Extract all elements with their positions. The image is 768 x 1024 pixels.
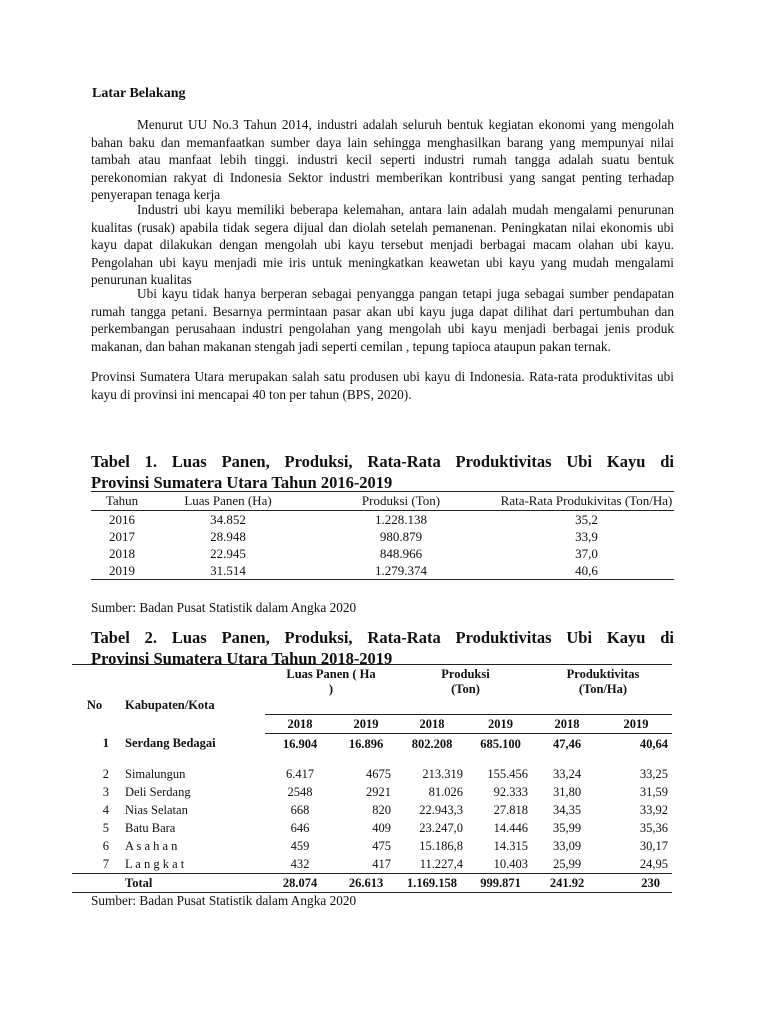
table2-cell: 459 xyxy=(290,839,310,853)
table2-cell: 4675 xyxy=(366,767,391,781)
table2-cell: 685.100 xyxy=(480,736,521,751)
table2-no: 6 xyxy=(102,839,109,853)
table2-total-cell: 230 xyxy=(600,874,672,893)
table-row xyxy=(72,837,672,855)
table-row xyxy=(72,765,672,783)
table2-cell: 33,24 xyxy=(552,767,582,781)
table2-cell: 2921 xyxy=(366,785,391,799)
table-row xyxy=(72,783,672,801)
table2-cell: 475 xyxy=(372,839,391,853)
table2-no: 5 xyxy=(102,821,109,835)
table2-spacer-row xyxy=(72,753,672,765)
table2-year: 2018 xyxy=(397,715,467,734)
table2-cell: 35,36 xyxy=(639,821,668,835)
table2-cell: 23.247,0 xyxy=(419,821,463,835)
table2-cell: 155.456 xyxy=(487,767,528,781)
table1 xyxy=(91,491,674,580)
table-row xyxy=(72,801,672,819)
table2-cell: 47,46 xyxy=(552,736,582,751)
table2-cell: 35,99 xyxy=(552,821,582,835)
table2-header-produktivitas: Produktivitas (Ton/Ha) xyxy=(566,667,640,696)
table2-cell: 213.319 xyxy=(422,767,463,781)
table2-caption xyxy=(91,627,674,669)
table2-cell: 646 xyxy=(290,821,310,835)
table2-cell: 92.333 xyxy=(493,785,528,799)
table1-caption-line1: Tabel 1. Luas Panen, Produksi, Rata-Rata Produktivitas Ubi Kayu di xyxy=(91,452,674,471)
table1-header-produktivitas: Rata-Rata Produkivitas (Ton/Ha) xyxy=(500,493,673,508)
table2-cell: 22.943,3 xyxy=(419,803,463,817)
table-row xyxy=(72,855,672,874)
table2-cell: 14.315 xyxy=(493,839,528,853)
table2-cell: 6.417 xyxy=(285,767,315,781)
table2-cell: 820 xyxy=(372,803,391,817)
table-row xyxy=(72,819,672,837)
table2-no: 1 xyxy=(102,736,109,751)
table2-header-luas-panen: Luas Panen ( Ha ) xyxy=(286,667,376,696)
table2-cell: 24,95 xyxy=(639,857,668,871)
table-row xyxy=(72,734,672,754)
table2-total-row xyxy=(72,874,672,893)
table2-kabupaten: Simalungun xyxy=(125,767,186,781)
table2-caption-line1: Tabel 2. Luas Panen, Produksi, Rata-Rata Produktivitas Ubi Kayu di xyxy=(91,628,674,647)
table2-cell: 30,17 xyxy=(639,839,668,853)
table2-year: 2018 xyxy=(534,715,600,734)
table2-total-cell: 999.871 xyxy=(467,874,534,893)
table2-year: 2019 xyxy=(335,715,397,734)
table2-header-row xyxy=(72,665,672,715)
table2-cell: 33,25 xyxy=(639,767,668,781)
table1-cell: 37,0 xyxy=(575,546,598,561)
table2-cell: 668 xyxy=(290,803,310,817)
table2-year: 2019 xyxy=(467,715,534,734)
table2-cell: 16.896 xyxy=(348,736,384,751)
table2 xyxy=(72,664,672,893)
table2-no: 3 xyxy=(102,785,109,799)
table1-cell: 22.945 xyxy=(210,546,246,561)
table2-no: 7 xyxy=(102,857,109,871)
table2-kabupaten: Batu Bara xyxy=(125,821,176,835)
paragraph-1: Menurut UU No.3 Tahun 2014, industri adalah seluruh bentuk kegiatan ekonomi yang mengolah bahan baku dan memanfaatkan sumber daya lain sehingga menghasilkan barang yang mempunyai nilai tambah atau manfaat lebih tinggi. industri kecil seperti industri rumah tangga adalah suatu bentuk perekonomian rakyat di Indonesia Sektor industri memberikan kontribusi yang sangat penting terhadap penyerapan tenaga kerja xyxy=(91,117,674,202)
table1-cell: 980.879 xyxy=(379,529,423,544)
table2-no: 4 xyxy=(102,803,109,817)
table2-total-cell: 28.074 xyxy=(265,874,335,893)
table2-kabupaten: Deli Serdang xyxy=(125,785,191,799)
table2-cell: 409 xyxy=(372,821,391,835)
table2-no xyxy=(72,874,117,893)
table2-year: 2019 xyxy=(600,715,672,734)
table-row xyxy=(91,528,674,545)
table2-header-no: No xyxy=(86,698,103,713)
table1-header-produksi: Produksi (Ton) xyxy=(361,493,441,508)
table-row xyxy=(91,562,674,580)
table2-cell: 16.904 xyxy=(282,736,318,751)
table1-cell: 34.852 xyxy=(210,512,246,527)
table2-cell: 27.818 xyxy=(493,803,528,817)
table1-cell: 2016 xyxy=(109,512,135,527)
table1-caption-line2: Provinsi Sumatera Utara Tahun 2016-2019 xyxy=(91,473,393,492)
table2-cell: 2548 xyxy=(287,785,313,799)
table1-cell: 1.279.374 xyxy=(375,563,427,578)
table2-header-kabupaten: Kabupaten/Kota xyxy=(125,698,215,713)
table2-cell: 14.446 xyxy=(493,821,528,835)
paragraph-2: Industri ubi kayu memiliki beberapa kelemahan, antara lain adalah mudah mengalami penurunan kualitas (rusak) apabila tidak segera dijual dan diolah setelah pemanenan. Peningkatan nilai ekonomis ubi kayu dapat dilakukan dengan mengolah ubi kayu tersebut menjadi berbagai macam olahan ubi kayu. Pengolahan ubi kayu menjadi mie iris untuk meningkatkan keawetan ubi kayu yang mudah mengalami penurunan kualitas xyxy=(91,202,674,287)
table2-total-cell: 26.613 xyxy=(335,874,397,893)
table2-cell: 31,80 xyxy=(552,785,582,799)
table2-cell: 432 xyxy=(290,857,310,871)
table1-cell: 33,9 xyxy=(575,529,598,544)
table2-total-label: Total xyxy=(117,874,265,893)
table2-total-cell: 241.92 xyxy=(534,874,600,893)
table2-year: 2018 xyxy=(265,715,335,734)
table-row xyxy=(91,511,674,529)
table2-kabupaten: Nias Selatan xyxy=(125,803,188,817)
table2-kabupaten: L a n g k a t xyxy=(125,857,185,871)
table2-cell: 10.403 xyxy=(493,857,528,871)
table2-cell: 15.186,8 xyxy=(419,839,463,853)
table2-total-cell: 1.169.158 xyxy=(397,874,467,893)
table2-source: Sumber: Badan Pusat Statistik dalam Angka 2020 xyxy=(91,893,357,908)
section-heading: Latar Belakang xyxy=(92,86,186,101)
table2-cell: 25,99 xyxy=(552,857,582,871)
table2-kabupaten: A s a h a n xyxy=(125,839,178,853)
table1-cell: 2017 xyxy=(109,529,135,544)
table2-cell: 33,92 xyxy=(639,803,668,817)
table1-caption xyxy=(91,451,674,493)
table1-cell: 35,2 xyxy=(575,512,598,527)
table1-cell: 2019 xyxy=(109,563,135,578)
table-row xyxy=(91,545,674,562)
table1-header-luas: Luas Panen (Ha) xyxy=(184,493,272,508)
table2-cell: 31,59 xyxy=(639,785,668,799)
table2-cell: 417 xyxy=(372,857,391,871)
paragraph-4: Provinsi Sumatera Utara merupakan salah satu produsen ubi kayu di Indonesia. Rata-rata produktivitas ubi kayu di provinsi ini mencapai 40 ton per tahun (BPS, 2020). xyxy=(91,369,674,402)
table2-kabupaten: Serdang Bedagai xyxy=(125,736,216,751)
table2-cell: 34,35 xyxy=(552,803,582,817)
paragraph-3: Ubi kayu tidak hanya berperan sebagai penyangga pangan tetapi juga sebagai sumber pendapatan rumah tangga petani. Besarnya permintaan pasar akan ubi kayu juga dapat dilihat dari pertumbuhan dan perkembangan perusahaan industri pengolahan yang mengolah ubi kayu menjadi berbagai jenis produk makanan, dan bahan makanan stengah jadi seperti cemilan , tepung tapioca ataupun pakan ternak. xyxy=(91,286,674,354)
table2-cell: 11.227,4 xyxy=(419,857,463,871)
table2-caption-line2: Provinsi Sumatera Utara Tahun 2018-2019 xyxy=(91,649,393,668)
table2-cell: 802.208 xyxy=(411,736,453,751)
table1-cell: 31.514 xyxy=(210,563,246,578)
table1-cell: 2018 xyxy=(109,546,135,561)
table1-header-row xyxy=(91,492,674,511)
table2-header-produksi: Produksi (Ton) xyxy=(441,667,490,696)
table2-cell: 33,09 xyxy=(552,839,582,853)
table1-cell: 1.228.138 xyxy=(375,512,427,527)
table1-source: Sumber: Badan Pusat Statistik dalam Angka 2020 xyxy=(91,600,357,615)
table2-cell: 40,64 xyxy=(639,736,668,751)
table1-cell: 40,6 xyxy=(575,563,598,578)
table1-cell: 848.966 xyxy=(379,546,423,561)
table1-header-tahun: Tahun xyxy=(105,493,139,508)
table2-no: 2 xyxy=(102,767,109,781)
table1-cell: 28.948 xyxy=(210,529,246,544)
table2-cell: 81.026 xyxy=(428,785,463,799)
